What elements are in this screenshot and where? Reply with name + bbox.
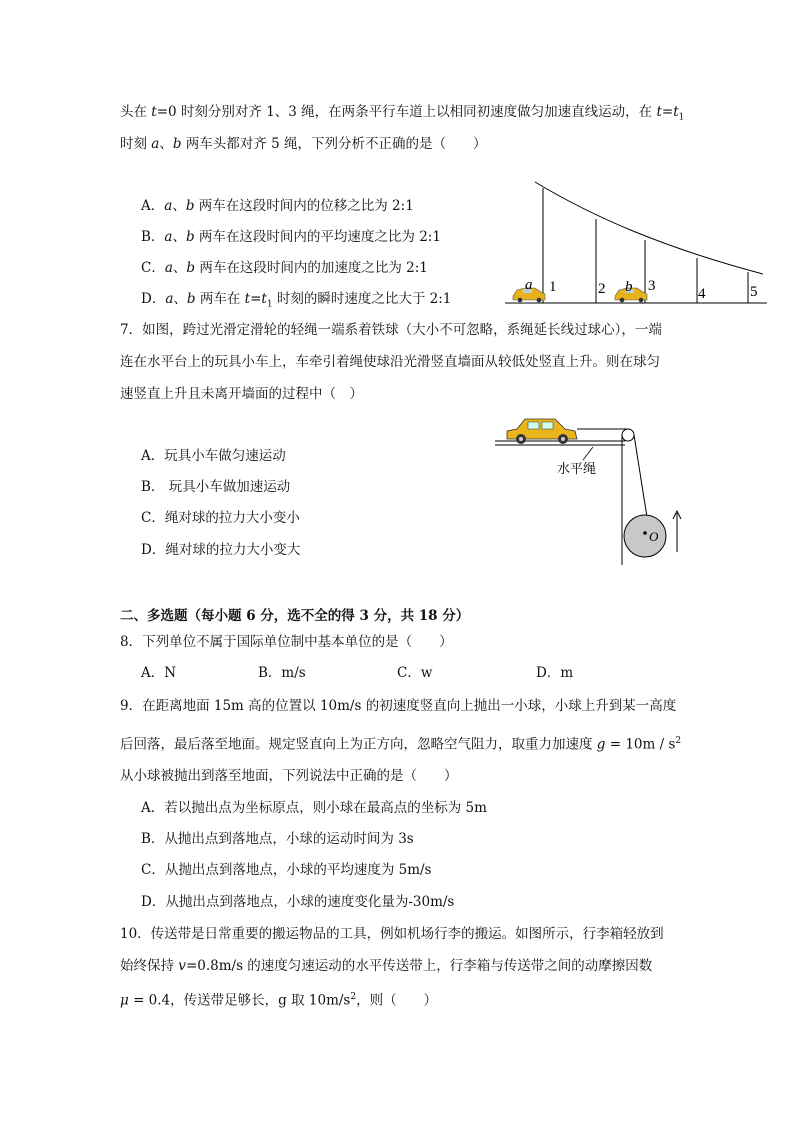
q10-stem-line3: μ = 0.4，传送带足够长，g 取 $10m/s^2$，则（ ） <box>120 992 438 1009</box>
q10-stem-line1: 10．传送带是日常重要的搬运物品的工具，例如机场行李的搬运。如图所示，行李箱轻放到 <box>120 926 664 942</box>
iron-ball <box>624 515 666 557</box>
q7-stem-line2: 连在水平台上的玩具小车上，车牵引着绳使球沿光滑竖直墙面从较低处竖直上升。则在球匀 <box>120 354 660 370</box>
q6-intro-line1: 头在 t=0 时刻分别对齐 1、3 绳，在两条平行车道上以相同初速度做匀加速直线运动，在 $t=t_1$ <box>120 104 685 123</box>
q9-option-d: D．从抛出点到落地点，小球的速度变化量为-30m/s <box>141 894 455 910</box>
rope-label-pointer <box>583 447 593 460</box>
section-title: 二、多选题（每小题 6 分，选不全的得 3 分，共 18 分） <box>120 608 470 624</box>
q10-stem-line2: 始终保持 v=0.8m/s 的速度匀速运动的水平传送带上，行李箱与传送带之间的动摩擦因数 <box>120 958 653 974</box>
q8-stem: 8．下列单位不属于国际单位制中基本单位的是（ ） <box>120 634 453 650</box>
label-1: 1 <box>549 279 557 295</box>
rope-label: 水平绳 <box>557 461 597 476</box>
label-4: 4 <box>698 286 706 302</box>
label-a: a <box>525 277 533 293</box>
q9-stem-line3: 从小球被抛出到落至地面，下列说法中正确的是（ ） <box>120 768 458 784</box>
q9-option-c: C．从抛出点到落地点，小球的平均速度为 5m/s <box>141 862 432 878</box>
q7-stem-line1: 7．如图，跨过光滑定滑轮的轻绳一端系着铁球（大小不可忽略，系绳延长线过球心），一端 <box>120 322 662 338</box>
q7-option-d: D．绳对球的拉力大小变大 <box>141 542 301 558</box>
label-3: 3 <box>648 278 656 294</box>
q7-option-c: C．绳对球的拉力大小变小 <box>141 510 300 526</box>
q7-option-a: A．玩具小车做匀速运动 <box>141 448 286 464</box>
q9-option-b: B．从抛出点到落地点，小球的运动时间为 3s <box>141 831 414 847</box>
q7-stem-line3: 速竖直上升且未离开墙面的过程中（ ） <box>120 386 363 402</box>
q8-option-b: B．m/s <box>258 665 306 681</box>
q8-option-a: A．N <box>141 665 177 681</box>
q9-stem-line2: 后回落，最后落至地面。规定竖直向上为正方向，忽略空气阻力，取重力加速度 $g = 10m / s^2$ <box>120 736 682 753</box>
q6-option-d: D．a、b 两车在 $t=t_1$ 时刻的瞬时速度之比大于 2:1 <box>141 291 452 310</box>
q6-option-b: B．a、b 两车在这段时间内的平均速度之比为 2:1 <box>141 229 441 245</box>
rope-curve <box>535 182 763 274</box>
pulley-icon <box>622 429 634 441</box>
q6-rope-figure <box>505 178 770 308</box>
label-b: b <box>625 279 633 295</box>
q6-option-c: C．a、b 两车在这段时间内的加速度之比为 2:1 <box>141 260 428 276</box>
q9-stem-line1: 9．在距离地面 15m 高的位置以 10m/s 的初速度竖直向上抛出一小球，小球上升到某一高度 <box>120 698 677 714</box>
toy-car-icon <box>507 419 577 444</box>
q7-pulley-figure <box>495 405 695 565</box>
ball-center-label: O <box>649 529 659 544</box>
vertical-rope <box>634 435 647 517</box>
q6-intro-line2: 时刻 a、b 两车头都对齐 5 绳，下列分析不正确的是（ ） <box>120 136 487 152</box>
ball-center-dot <box>643 531 647 535</box>
label-2: 2 <box>598 281 606 297</box>
q7-option-b: B． 玩具小车做加速运动 <box>141 479 291 495</box>
label-5: 5 <box>750 284 758 300</box>
q6-option-a: A．a、b 两车在这段时间内的位移之比为 2:1 <box>141 198 414 214</box>
q9-option-a: A．若以抛出点为坐标原点，则小球在最高点的坐标为 5m <box>141 800 487 816</box>
q8-option-c: C．w <box>397 665 433 681</box>
q8-option-d: D．m <box>536 665 574 681</box>
